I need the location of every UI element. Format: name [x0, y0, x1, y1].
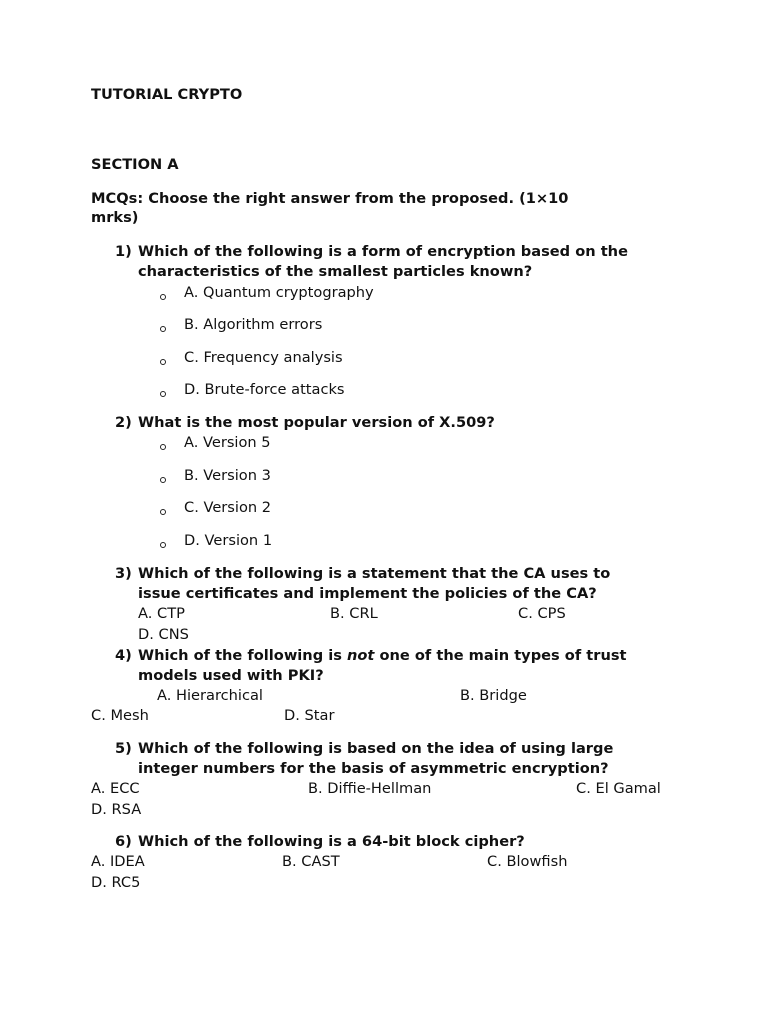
bullet-icon — [160, 391, 166, 397]
question-number: 4) — [115, 647, 132, 664]
answer-option: D. Star — [284, 707, 335, 724]
question-text: Which of the following is a 64-bit block cipher? — [138, 833, 525, 850]
instructions-line-1: MCQs: Choose the right answer from the proposed. (1×10 — [91, 190, 569, 207]
question-number: 6) — [115, 833, 132, 850]
emphasis-not: not — [347, 647, 375, 664]
answer-option: B. Bridge — [460, 687, 527, 704]
bullet-icon — [160, 326, 166, 332]
answer-option: A. IDEA — [91, 853, 145, 870]
question-text: integer numbers for the basis of asymmetric encryption? — [138, 760, 609, 777]
answer-option: B. Algorithm errors — [184, 316, 323, 333]
instructions-line-2: mrks) — [91, 209, 139, 226]
answer-option: A. ECC — [91, 780, 140, 797]
document-title: TUTORIAL CRYPTO — [91, 86, 243, 103]
answer-option: A. CTP — [138, 605, 185, 622]
answer-option: D. RSA — [91, 801, 142, 818]
bullet-icon — [160, 509, 166, 515]
question-text-part: Which of the following is — [138, 647, 347, 664]
answer-option: C. CPS — [518, 605, 566, 622]
bullet-icon — [160, 477, 166, 483]
question-text: Which of the following is a form of encryption based on the — [138, 243, 628, 260]
answer-option: C. Version 2 — [184, 499, 272, 516]
answer-option: C. Frequency analysis — [184, 349, 343, 366]
answer-option: A. Version 5 — [184, 434, 271, 451]
answer-option: B. Version 3 — [184, 467, 271, 484]
question-text: models used with PKI? — [138, 667, 324, 684]
question-text: Which of the following is a statement that the CA uses to — [138, 565, 611, 582]
bullet-icon — [160, 359, 166, 365]
answer-option: C. Blowfish — [487, 853, 568, 870]
answer-option: D. RC5 — [91, 874, 141, 891]
bullet-icon — [160, 542, 166, 548]
answer-option: B. CRL — [330, 605, 378, 622]
bullet-icon — [160, 294, 166, 300]
answer-option: C. Mesh — [91, 707, 149, 724]
answer-option: D. Version 1 — [184, 532, 273, 549]
question-text: characteristics of the smallest particles known? — [138, 263, 533, 280]
question-text: issue certificates and implement the policies of the CA? — [138, 585, 597, 602]
question-text — [138, 646, 627, 666]
section-heading: SECTION A — [91, 156, 179, 173]
question-number: 1) — [115, 243, 132, 260]
bullet-icon — [160, 444, 166, 450]
answer-option: B. Diffie-Hellman — [308, 780, 432, 797]
answer-option: A. Hierarchical — [157, 687, 263, 704]
question-text: What is the most popular version of X.509? — [138, 414, 495, 431]
answer-option: C. El Gamal — [576, 780, 661, 797]
question-number: 2) — [115, 414, 132, 431]
answer-option: A. Quantum cryptography — [184, 284, 374, 301]
answer-option: B. CAST — [282, 853, 340, 870]
answer-option: D. CNS — [138, 626, 189, 643]
question-number: 5) — [115, 740, 132, 757]
answer-option: D. Brute-force attacks — [184, 381, 345, 398]
question-text-part: one of the main types of trust — [374, 647, 627, 664]
question-text: Which of the following is based on the idea of using large — [138, 740, 614, 757]
question-number: 3) — [115, 565, 132, 582]
